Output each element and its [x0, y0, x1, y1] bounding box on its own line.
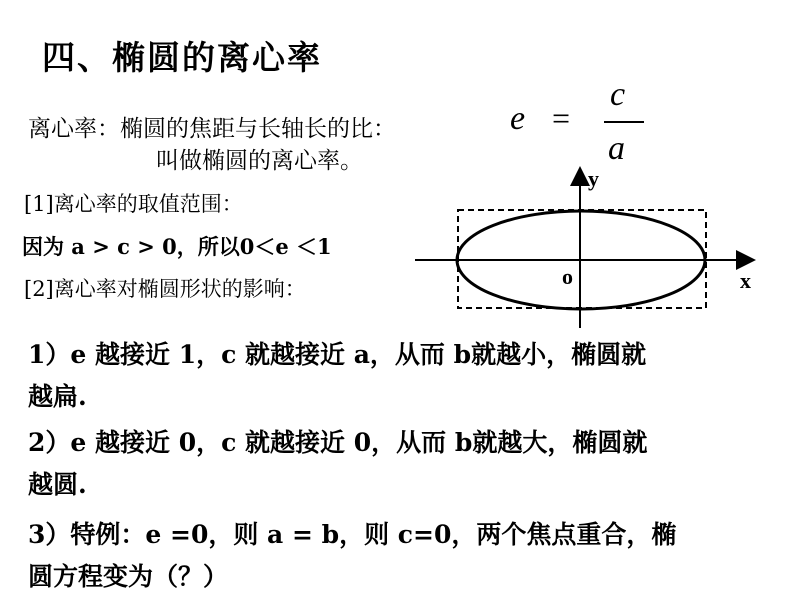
formula-equals: = — [552, 100, 571, 136]
point-3-line-1: 3）特例：e =0，则 a = b，则 c=0，两个焦点重合，椭 — [28, 520, 677, 549]
definition-line-2: 叫做椭圆的离心率。 — [156, 148, 363, 174]
point-2-line-2: 越圆. — [28, 470, 87, 499]
page-title: 四、椭圆的离心率 — [42, 38, 322, 77]
formula-denominator: a — [608, 130, 625, 167]
point-3-line-2: 圆方程变为（？） — [28, 562, 229, 591]
x-axis-label: x — [740, 268, 751, 293]
point-1 — [28, 334, 646, 418]
formula-numerator: c — [610, 76, 626, 113]
section1-heading-text: [1]离心率的取值范围： — [24, 192, 243, 216]
point-1-line-1: 1）e 越接近 1，c 就越接近 a，从而 b就越小，椭圆就 — [28, 340, 647, 369]
point-3 — [28, 514, 676, 598]
definition-line-1: 离心率：椭圆的焦距与长轴长的比： — [28, 116, 396, 142]
y-axis-label: y — [588, 166, 599, 191]
point-2-line-1: 2）e 越接近 0，c 就越接近 0，从而 b就越大，椭圆就 — [28, 428, 648, 457]
section2-heading: [2]离心率对椭圆形状的影响： — [24, 277, 306, 301]
point-2 — [28, 422, 647, 506]
point-1-line-2: 越扁. — [28, 382, 87, 411]
formula-lhs: e — [510, 100, 526, 137]
origin-label: o — [562, 264, 573, 289]
section1-text: 因为 a > c > 0，所以0＜e ＜1 — [22, 234, 332, 259]
